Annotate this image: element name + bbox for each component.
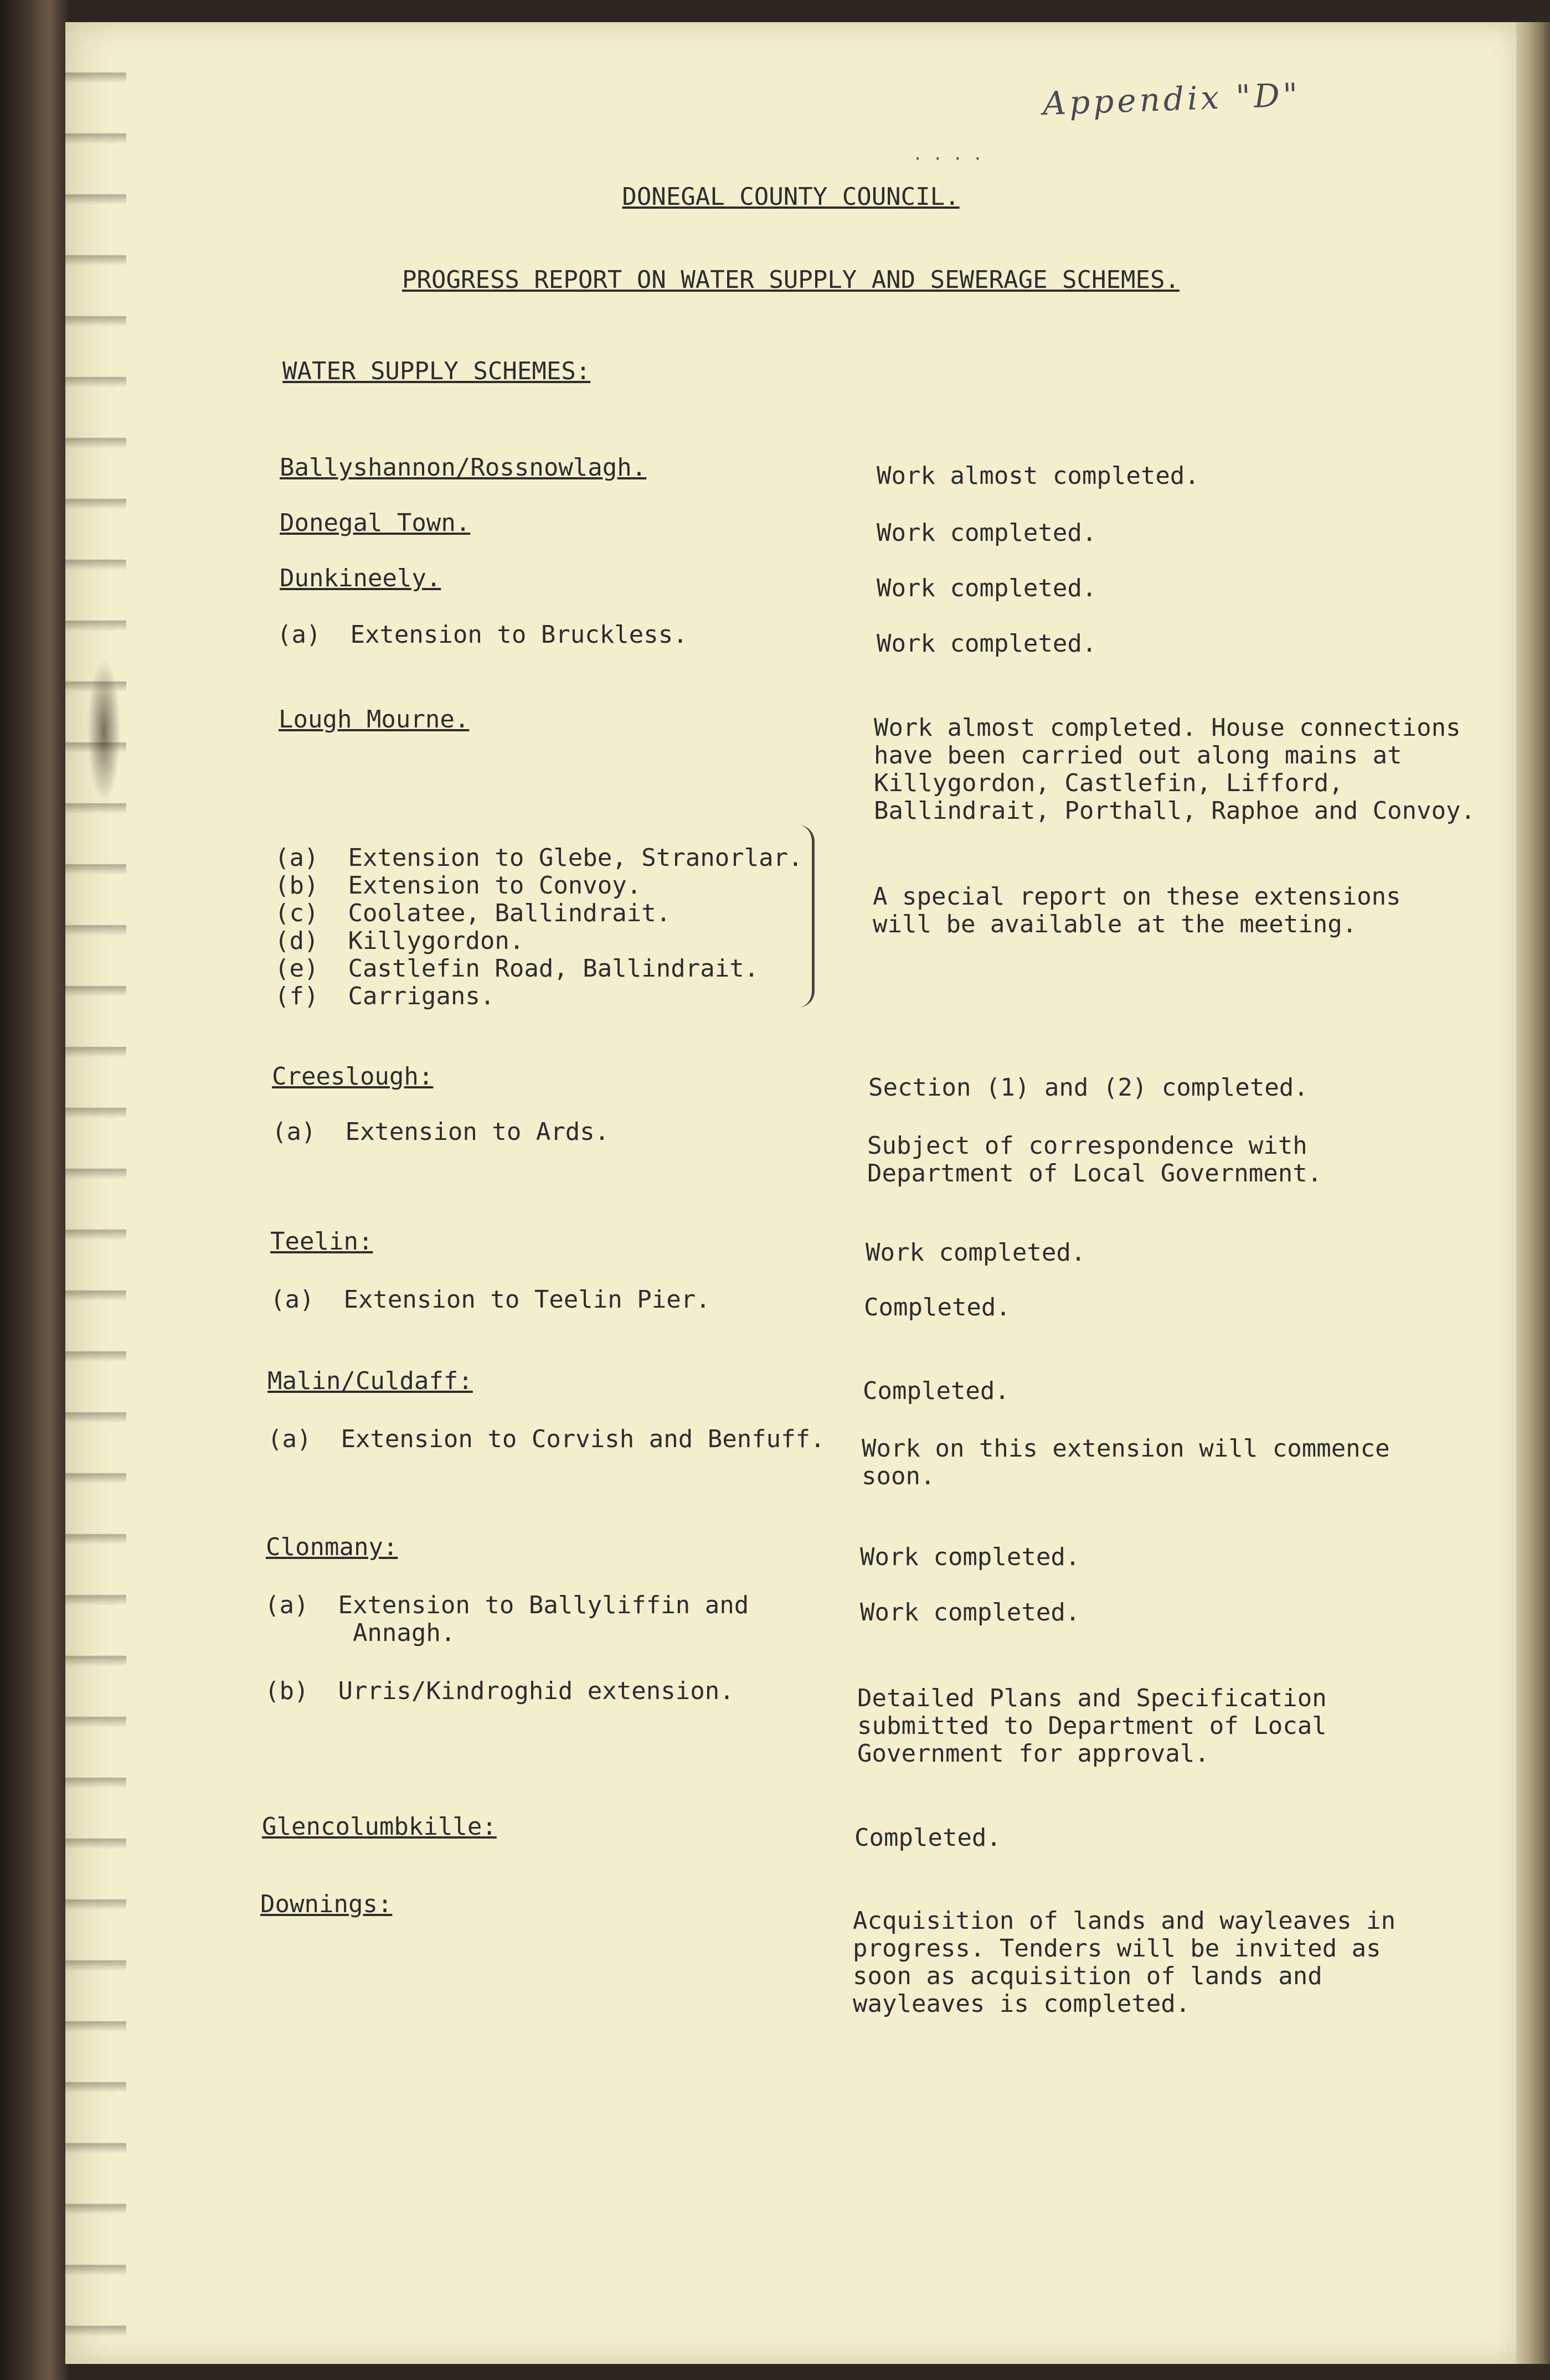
scheme-status: Detailed Plans and Specification submitted to Department of Local Government for approval. (857, 1684, 1327, 1768)
scheme-status: Work completed. (877, 629, 1097, 658)
scheme-extension: (a) Extension to Ards. (272, 1118, 610, 1146)
scheme-extension: (a) Extension to Corvish and Benfuff. (267, 1425, 825, 1453)
scheme-name: Malin/Culdaff: (267, 1367, 473, 1395)
scheme-name: Creeslough: (272, 1062, 434, 1091)
scheme-status: Completed. (864, 1293, 1011, 1321)
page-edge (1516, 22, 1550, 2364)
scheme-status: Work completed. (860, 1598, 1080, 1627)
binding-marks (65, 22, 126, 2364)
scheme-name: Teelin: (270, 1227, 373, 1256)
scheme-status: Work completed. (877, 574, 1097, 602)
scheme-status: A special report on these extensions will be available at the meeting. (873, 882, 1401, 938)
scheme-status: Work completed. (866, 1238, 1086, 1267)
scheme-name: Downings: (260, 1890, 393, 1918)
document-page (65, 22, 1516, 2364)
scheme-extension: (b) Urris/Kindroghid extension. (265, 1677, 734, 1705)
scheme-status: Section (1) and (2) completed. (868, 1073, 1309, 1102)
appendix-annotation: Appendix "D" (1042, 75, 1302, 123)
scheme-status: Acquisition of lands and wayleaves in progress. Tenders will be invited as soon as acquisition of lands and wayleaves is completed. (853, 1907, 1396, 2018)
scheme-extension: (b) Extension to Convoy. (275, 871, 642, 900)
scheme-status: Completed. (854, 1824, 1001, 1852)
document-subtitle: PROGRESS REPORT ON WATER SUPPLY AND SEWERAGE SCHEMES. (402, 266, 1180, 294)
scheme-extension: (f) Carrigans. (275, 982, 495, 1010)
scheme-status: Work almost completed. (877, 462, 1199, 490)
binding-stain (87, 659, 121, 803)
scheme-status: Completed. (863, 1377, 1010, 1405)
scheme-name: Ballyshannon/Rossnowlagh. (280, 453, 647, 482)
scheme-extension: (e) Castlefin Road, Ballindrait. (275, 954, 759, 983)
scheme-extension: (c) Coolatee, Ballindrait. (275, 899, 671, 927)
scheme-extension: (a) Extension to Glebe, Stranorlar. (275, 844, 803, 872)
section-heading: WATER SUPPLY SCHEMES: (282, 357, 591, 385)
grouping-brace (795, 825, 815, 1008)
ink-specks: · · · · (913, 149, 983, 169)
scheme-name: Dunkineely. (280, 564, 441, 592)
document-title: DONEGAL COUNTY COUNCIL. (622, 183, 960, 211)
scheme-status: Work completed. (860, 1543, 1080, 1571)
scheme-status: Work completed. (877, 519, 1097, 547)
scheme-extension: (a) Extension to Ballyliffin and Annagh. (265, 1591, 749, 1647)
scheme-extension: (a) Extension to Teelin Pier. (270, 1285, 710, 1314)
scheme-name: Donegal Town. (280, 509, 471, 537)
scheme-status: Subject of correspondence with Department of Local Government. (867, 1132, 1322, 1188)
scheme-name: Glencolumbkille: (262, 1813, 497, 1841)
scheme-extension: (d) Killygordon. (275, 927, 524, 955)
scheme-name: Lough Mourne. (279, 705, 470, 734)
scheme-status: Work on this extension will commence soon. (862, 1434, 1390, 1490)
scheme-status: Work almost completed. House connections have been carried out along mains at Killygordon, Castlefin, Lifford, Ballindrait, Porthall, Raphoe and Convoy. (874, 714, 1476, 825)
scheme-name: Clonmany: (266, 1533, 398, 1561)
scheme-extension: (a) Extension to Bruckless. (277, 621, 688, 649)
